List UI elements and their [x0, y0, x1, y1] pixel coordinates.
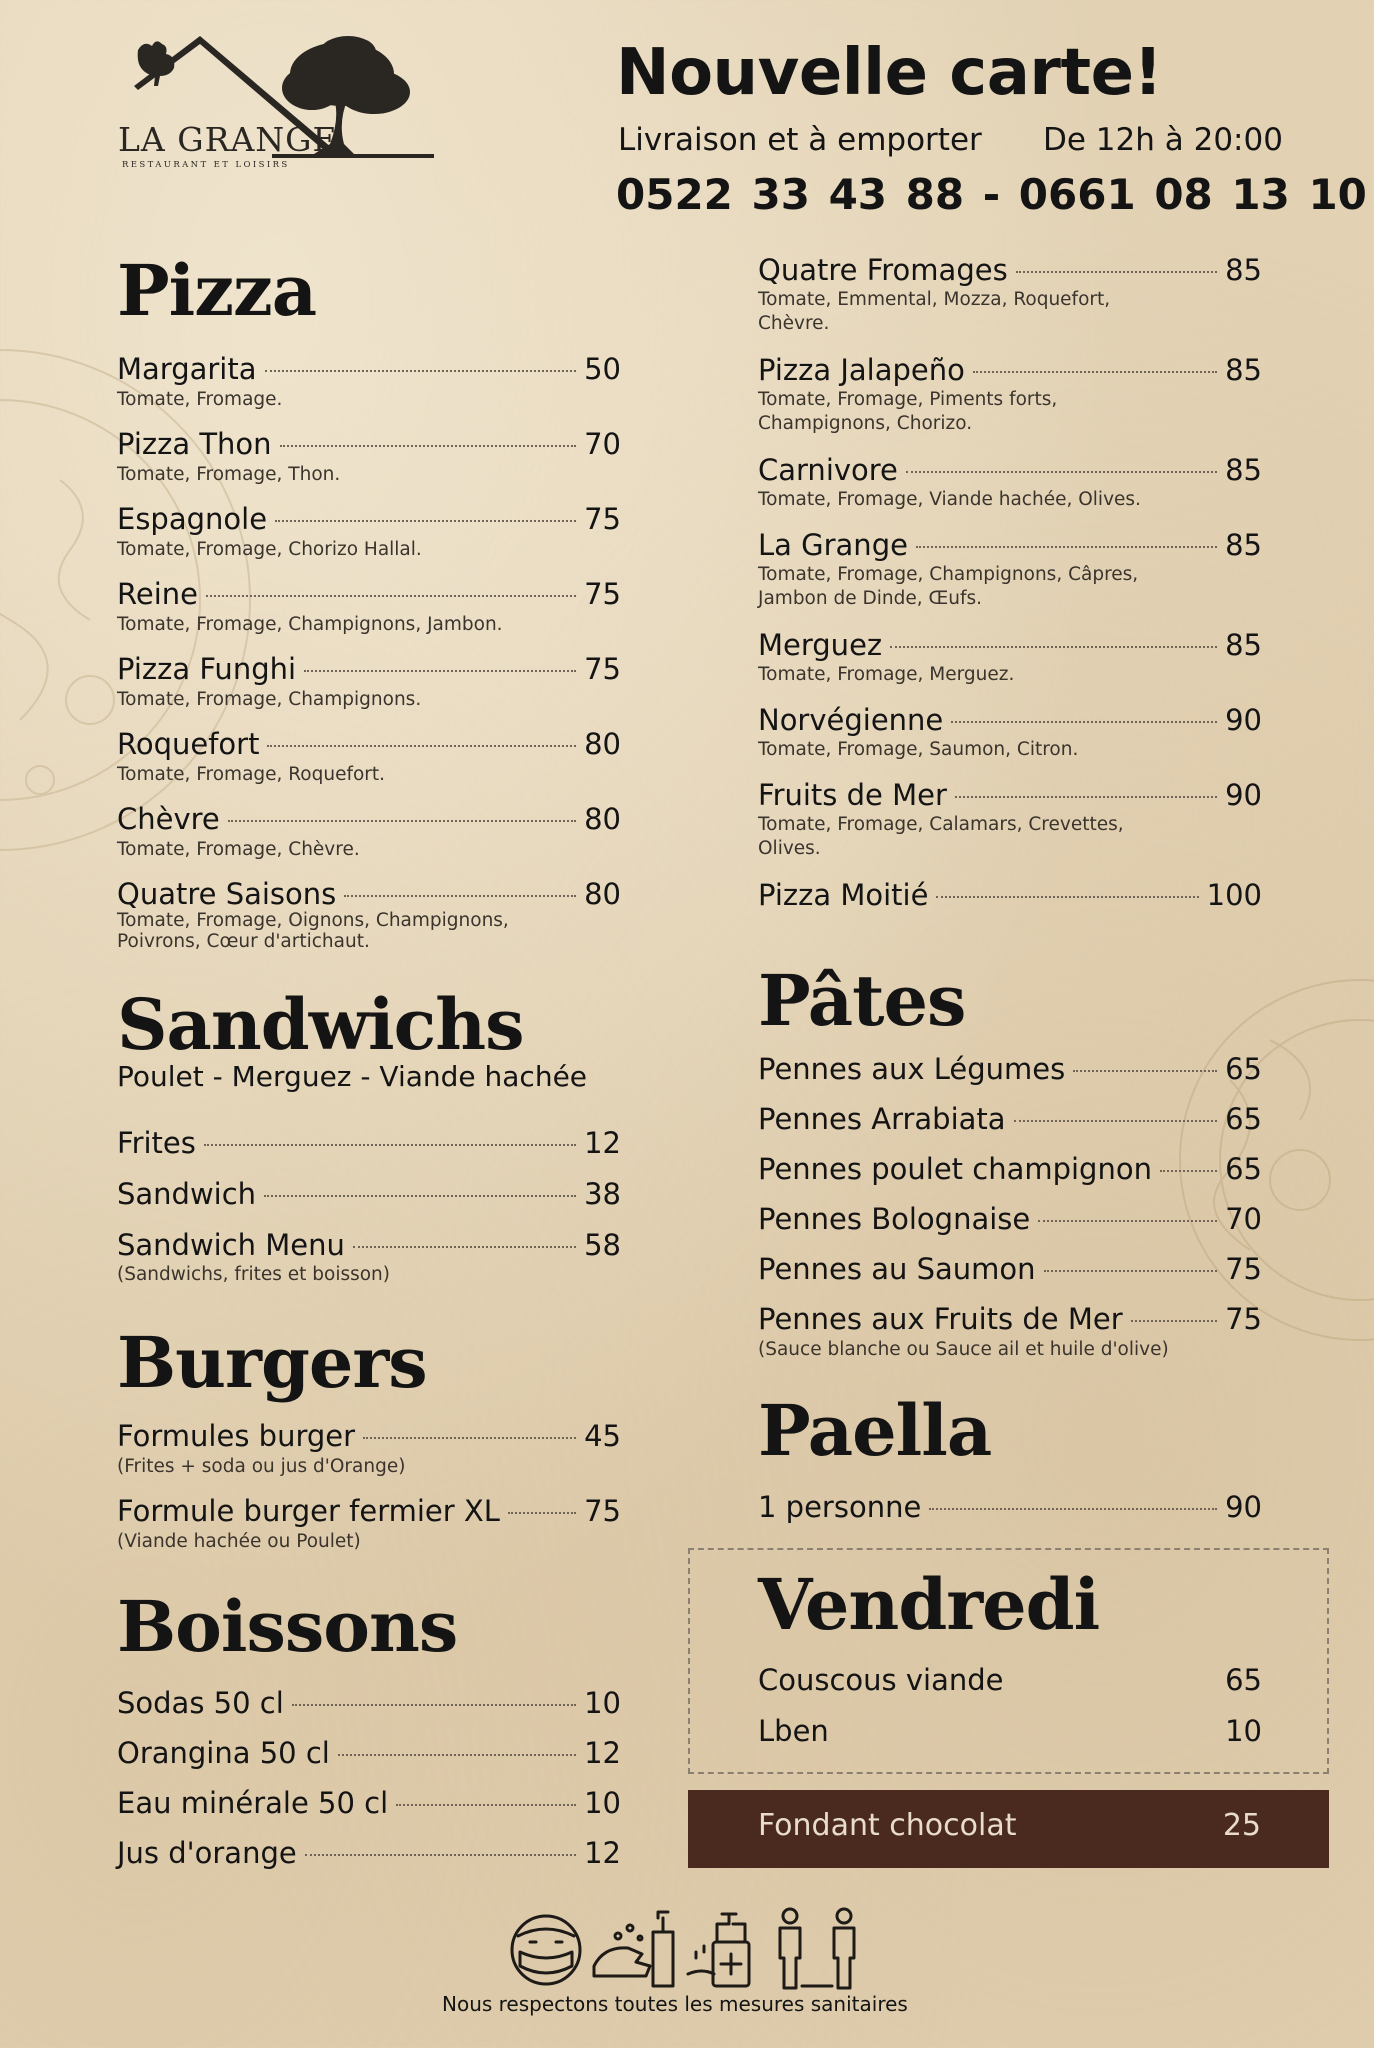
dotted-leader	[929, 1508, 1217, 1510]
item-name: Pennes Bolognaise	[758, 1202, 1031, 1236]
item-description: Tomate, Fromage, Saumon, Citron.	[758, 739, 1079, 760]
menu-item	[758, 1490, 1262, 1528]
phone-1[interactable]: 0522 33 43 88	[616, 170, 965, 219]
item-price: 85	[1225, 253, 1262, 287]
item-name: Pennes Arrabiata	[758, 1102, 1006, 1136]
item-price: 70	[584, 427, 621, 461]
item-price: 75	[584, 502, 621, 536]
dotted-leader	[1014, 1120, 1218, 1122]
phone-numbers	[616, 170, 1367, 219]
menu-item	[758, 1302, 1262, 1340]
dotted-leader	[228, 820, 576, 822]
item-price: 90	[1225, 1490, 1262, 1524]
section-title-pates: Pâtes	[758, 959, 966, 1042]
item-price: 90	[1225, 778, 1262, 812]
dotted-leader	[508, 1512, 576, 1514]
dotted-leader	[204, 1144, 576, 1146]
dotted-leader	[265, 370, 577, 372]
dotted-leader	[338, 1754, 576, 1756]
item-name: Orangina 50 cl	[117, 1736, 330, 1770]
social-distance-icon	[780, 1909, 854, 1988]
item-name: Sodas 50 cl	[117, 1686, 284, 1720]
item-description: Tomate, Fromage, Piments forts, Champignons, Chorizo.	[758, 389, 1058, 434]
item-name: Sandwich Menu	[117, 1228, 345, 1262]
item-name: Pennes aux Légumes	[758, 1052, 1066, 1086]
menu-item	[117, 577, 621, 615]
item-price: 100	[1206, 878, 1262, 912]
menu-item	[117, 1126, 621, 1164]
menu-item	[117, 1736, 621, 1774]
item-name: Formules burger	[117, 1419, 356, 1453]
item-price: 65	[1225, 1663, 1262, 1697]
dotted-leader	[1044, 1270, 1218, 1272]
dotted-leader	[396, 1804, 576, 1806]
section-title-pizza: Pizza	[117, 249, 317, 332]
menu-item	[758, 1714, 1262, 1752]
item-price: 58	[584, 1228, 621, 1262]
sanitary-message: Nous respectons toutes les mesures sanitaires	[442, 1992, 908, 2016]
menu-item	[758, 528, 1262, 566]
item-price: 75	[584, 1494, 621, 1528]
section-title-boissons: Boissons	[117, 1585, 458, 1668]
phone-separator: -	[982, 170, 1001, 219]
item-price: 65	[1225, 1052, 1262, 1086]
item-price: 75	[584, 652, 621, 686]
dotted-leader	[1131, 1320, 1217, 1322]
item-description: (Sandwichs, frites et boisson)	[117, 1264, 391, 1285]
menu-item	[117, 727, 621, 765]
menu-item	[758, 1663, 1262, 1701]
item-name: Pizza Thon	[117, 427, 272, 461]
item-description: Tomate, Fromage, Thon.	[117, 464, 341, 485]
section-title-paella: Paella	[758, 1389, 992, 1472]
item-name: Norvégienne	[758, 703, 944, 737]
item-price: 70	[1225, 1202, 1262, 1236]
item-price: 12	[584, 1126, 621, 1160]
menu-item	[117, 1836, 621, 1874]
item-name: Couscous viande	[758, 1663, 1004, 1697]
item-description: Tomate, Fromage, Roquefort.	[117, 764, 386, 785]
dotted-leader	[936, 896, 1198, 898]
item-price: 90	[1225, 703, 1262, 737]
logo	[112, 28, 434, 176]
logo-subtitle: RESTAURANT ET LOISIRS	[122, 160, 290, 170]
dotted-leader	[916, 546, 1217, 548]
item-description: Tomate, Fromage, Calamars, Crevettes, Olives.	[758, 814, 1124, 859]
menu-item	[758, 1152, 1262, 1190]
item-name: Formule burger fermier XL	[117, 1494, 500, 1528]
section-title-burgers: Burgers	[117, 1321, 427, 1404]
item-description: Tomate, Fromage, Chorizo Hallal.	[117, 539, 422, 560]
page-headline: Nouvelle carte!	[616, 36, 1163, 110]
item-name: Margarita	[117, 352, 257, 386]
item-name: Frites	[117, 1126, 196, 1160]
menu-item	[117, 1419, 621, 1457]
dotted-leader	[1038, 1220, 1217, 1222]
menu-item	[117, 1228, 621, 1266]
item-price: 10	[584, 1786, 621, 1820]
service-text: Livraison et à emporter	[618, 122, 982, 158]
dotted-leader	[264, 1195, 576, 1197]
menu-item	[758, 453, 1262, 491]
logo-name: LA GRANGE	[118, 120, 338, 159]
item-name: 1 personne	[758, 1490, 922, 1524]
item-name: Chèvre	[117, 802, 220, 836]
menu-item	[758, 703, 1262, 741]
menu-item	[117, 502, 621, 540]
item-name: Quatre Fromages	[758, 253, 1008, 287]
item-price: 75	[1225, 1252, 1262, 1286]
handwash-icon	[594, 1912, 673, 1986]
dotted-leader	[275, 520, 576, 522]
item-price: 80	[584, 727, 621, 761]
sandwichs-subtitle: Poulet - Merguez - Viande hachée	[117, 1060, 588, 1093]
menu-item	[758, 1102, 1262, 1140]
item-price: 65	[1225, 1152, 1262, 1186]
item-name: Sandwich	[117, 1177, 257, 1211]
item-description: Tomate, Fromage, Champignons.	[117, 689, 422, 710]
menu-item	[758, 628, 1262, 666]
dotted-leader	[304, 670, 576, 672]
item-name: Reine	[117, 577, 198, 611]
item-price: 38	[584, 1177, 621, 1211]
menu-item	[758, 778, 1262, 816]
item-price: 65	[1225, 1102, 1262, 1136]
item-name: Jus d'orange	[117, 1836, 297, 1870]
mask-icon	[512, 1916, 580, 1984]
dotted-leader	[906, 471, 1217, 473]
menu-item	[758, 1202, 1262, 1240]
menu-item	[117, 652, 621, 690]
item-name: Espagnole	[117, 502, 268, 536]
section-title-vendredi: Vendredi	[758, 1563, 1100, 1646]
item-price: 45	[584, 1419, 621, 1453]
menu-item	[117, 802, 621, 840]
item-price: 75	[584, 577, 621, 611]
item-name: Quatre Saisons	[117, 877, 337, 911]
item-price: 80	[584, 877, 621, 911]
dotted-leader	[353, 1246, 576, 1248]
section-title-sandwichs: Sandwichs	[117, 983, 524, 1066]
dessert-band	[688, 1790, 1329, 1868]
item-name: Pizza Funghi	[117, 652, 297, 686]
item-name: Merguez	[758, 628, 883, 662]
menu-item	[758, 253, 1262, 291]
sanitizer-icon	[688, 1914, 749, 1986]
item-description: Tomate, Fromage, Champignons, Jambon.	[117, 614, 503, 635]
item-price: 85	[1225, 453, 1262, 487]
dessert-price: 25	[1222, 1808, 1261, 1843]
menu-item	[758, 1252, 1262, 1290]
dotted-leader	[292, 1704, 576, 1706]
item-name: Carnivore	[758, 453, 898, 487]
item-name: Pennes au Saumon	[758, 1252, 1036, 1286]
dotted-leader	[280, 445, 577, 447]
item-price: 85	[1225, 528, 1262, 562]
dotted-leader	[344, 895, 576, 897]
item-name: Fruits de Mer	[758, 778, 947, 812]
item-price: 10	[584, 1686, 621, 1720]
pates-sauce-note: (Sauce blanche ou Sauce ail et huile d'olive)	[758, 1339, 1169, 1360]
item-description: Tomate, Fromage, Champignons, Câpres, Jambon de Dinde, Œufs.	[758, 564, 1139, 609]
dotted-leader	[305, 1854, 576, 1856]
item-name: La Grange	[758, 528, 908, 562]
item-name: Pizza Moitié	[758, 878, 929, 912]
dotted-leader	[973, 371, 1217, 373]
dotted-leader	[890, 646, 1217, 648]
item-description: Tomate, Fromage, Chèvre.	[117, 839, 360, 860]
hours-text: De 12h à 20:00	[1043, 122, 1283, 158]
menu-item	[117, 352, 621, 390]
item-description: Tomate, Emmental, Mozza, Roquefort, Chèvre.	[758, 289, 1111, 334]
menu-item	[117, 1494, 621, 1532]
dotted-leader	[1016, 271, 1217, 273]
item-price: 85	[1225, 628, 1262, 662]
item-price: 50	[584, 352, 621, 386]
item-name: Lben	[758, 1714, 829, 1748]
item-description: Tomate, Fromage.	[117, 389, 283, 410]
phone-2[interactable]: 0661 08 13 10	[1018, 170, 1367, 219]
item-name: Eau minérale 50 cl	[117, 1786, 389, 1820]
dotted-leader	[951, 721, 1217, 723]
dotted-leader	[955, 796, 1217, 798]
dotted-leader	[1160, 1170, 1217, 1172]
item-description: (Viande hachée ou Poulet)	[117, 1531, 361, 1552]
dotted-leader	[1073, 1070, 1217, 1072]
item-price: 12	[584, 1836, 621, 1870]
item-name: Roquefort	[117, 727, 260, 761]
item-description: (Frites + soda ou jus d'Orange)	[117, 1456, 406, 1477]
item-name: Pizza Jalapeño	[758, 353, 965, 387]
item-price: 80	[584, 802, 621, 836]
item-price: 12	[584, 1736, 621, 1770]
menu-item	[117, 1686, 621, 1724]
menu-item	[758, 878, 1262, 916]
item-name: Pennes poulet champignon	[758, 1152, 1152, 1186]
menu-item	[117, 1786, 621, 1824]
item-price: 85	[1225, 353, 1262, 387]
item-description: Tomate, Fromage, Oignons, Champignons, Poivrons, Cœur d'artichaut.	[117, 910, 509, 952]
dotted-leader	[267, 745, 576, 747]
dessert-name: Fondant chocolat	[758, 1808, 1017, 1843]
item-name: Pennes aux Fruits de Mer	[758, 1302, 1123, 1336]
sanitary-icons	[508, 1906, 868, 1994]
item-price: 75	[1225, 1302, 1262, 1336]
item-price: 10	[1225, 1714, 1262, 1748]
menu-item	[117, 1177, 621, 1215]
menu-item	[117, 427, 621, 465]
item-description: Tomate, Fromage, Viande hachée, Olives.	[758, 489, 1141, 510]
menu-item	[758, 1052, 1262, 1090]
dotted-leader	[363, 1437, 576, 1439]
item-description: Tomate, Fromage, Merguez.	[758, 664, 1015, 685]
dotted-leader	[206, 595, 576, 597]
menu-item	[758, 353, 1262, 391]
